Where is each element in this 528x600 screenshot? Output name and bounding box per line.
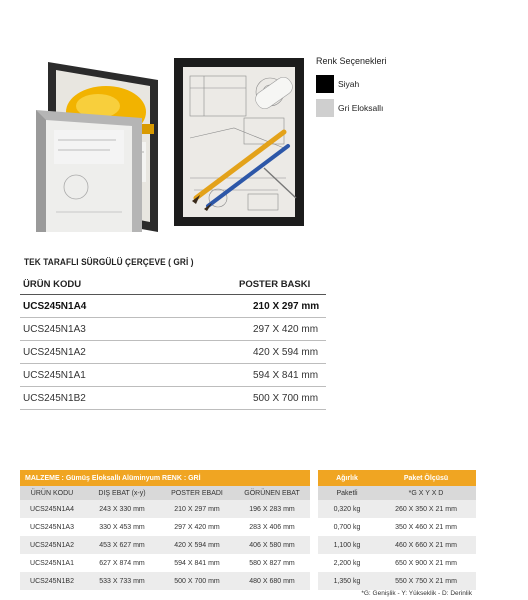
color-option-label: Gri Eloksallı [338, 103, 384, 113]
color-swatch-grey [316, 99, 334, 117]
poster-size-cell: 500 X 700 mm [253, 392, 319, 404]
visible-size-cell: 283 X 406 mm [249, 523, 295, 531]
visible-size-cell: 406 X 580 mm [249, 541, 295, 549]
column-header-outer-size: DIŞ EBAT (x-y) [98, 489, 146, 497]
table-row [20, 295, 326, 318]
table-row [318, 500, 476, 518]
poster-size-cell: 420 X 594 mm [174, 541, 220, 549]
visible-size-cell: 480 X 680 mm [249, 577, 295, 585]
column-header-package-size: Paket Ölçüsü [403, 474, 449, 482]
package-size-cell: 460 X 660 X 21 mm [395, 541, 457, 549]
visible-size-cell: 196 X 283 mm [249, 505, 295, 513]
column-header-weight: Ağırlık [336, 474, 358, 482]
table-row [318, 572, 476, 590]
weight-cell: 2,200 kg [333, 559, 361, 567]
package-size-cell: 550 X 750 X 21 mm [395, 577, 457, 585]
weight-cell: 0,320 kg [333, 505, 361, 513]
poster-size-cell: 297 X 420 mm [253, 323, 319, 335]
subheader-packed: Paketli [336, 489, 358, 497]
poster-size-cell: 210 X 297 mm [174, 505, 220, 513]
product-code-cell: UCS245N1A2 [30, 541, 74, 549]
subheader-dimensions: *G X Y X D [408, 489, 444, 497]
package-size-cell: 260 X 350 X 21 mm [395, 505, 457, 513]
weight-cell: 1,350 kg [333, 577, 361, 585]
product-code-cell: UCS245N1A3 [23, 323, 86, 335]
table-row [20, 387, 326, 410]
color-swatch-black [316, 75, 334, 93]
material-banner: MALZEME : Gümüş Eloksallı Alüminyum RENK : GRİ [20, 470, 310, 486]
column-header-visible-size: GÖRÜNEN EBAT [244, 489, 300, 497]
product-photo-frame-black [174, 58, 304, 226]
table-row [318, 554, 476, 572]
table-row [318, 536, 476, 554]
outer-size-cell: 243 X 330 mm [99, 505, 145, 513]
table-row [20, 318, 326, 341]
poster-size-cell: 297 X 420 mm [174, 523, 220, 531]
table-row [20, 572, 310, 590]
weight-cell: 0,700 kg [333, 523, 361, 531]
poster-size-cell: 500 X 700 mm [174, 577, 220, 585]
product-title: TEK TARAFLI SÜRGÜLÜ ÇERÇEVE ( GRİ ) [24, 257, 194, 267]
package-table-banner [318, 470, 476, 486]
product-code-cell: UCS245N1A4 [30, 505, 74, 513]
package-table [318, 470, 476, 590]
color-option-label: Siyah [338, 79, 360, 89]
color-option-grey [316, 99, 426, 117]
poster-size-cell: 210 X 297 mm [253, 300, 320, 312]
product-code-cell: UCS245N1A2 [23, 346, 86, 358]
column-header-poster: POSTER BASKI [239, 279, 311, 290]
product-code-cell: UCS245N1A4 [23, 300, 87, 312]
specification-table [20, 470, 310, 590]
outer-size-cell: 330 X 453 mm [99, 523, 145, 531]
table-row [20, 518, 310, 536]
weight-cell: 1,100 kg [333, 541, 361, 549]
product-code-cell: UCS245N1A1 [30, 559, 74, 567]
poster-size-cell: 594 X 841 mm [253, 369, 319, 381]
table-header [20, 275, 326, 295]
poster-size-cell: 594 X 841 mm [174, 559, 220, 567]
color-option-black [316, 75, 426, 93]
product-code-cell: UCS245N1A1 [23, 369, 86, 381]
product-code-cell: UCS245N1A3 [30, 523, 74, 531]
poster-size-cell: 420 X 594 mm [253, 346, 319, 358]
outer-size-cell: 533 X 733 mm [99, 577, 145, 585]
package-size-cell: 350 X 460 X 21 mm [395, 523, 457, 531]
footnote: *G: Genişlik - Y: Yükseklik - D: Derinlik [361, 590, 472, 597]
column-header-product-code: ÜRÜN KODU [30, 489, 74, 497]
color-options-title: Renk Seçenekleri [316, 56, 387, 66]
package-table-body [318, 500, 476, 590]
visible-size-cell: 580 X 827 mm [249, 559, 295, 567]
column-header-poster-size: POSTER EBADI [171, 489, 223, 497]
table-row [20, 364, 326, 387]
spec-table-body [20, 500, 310, 590]
table-row [20, 500, 310, 518]
outer-size-cell: 627 X 874 mm [99, 559, 145, 567]
product-code-table [20, 275, 326, 410]
table-row [318, 518, 476, 536]
column-header-product-code: ÜRÜN KODU [23, 279, 82, 290]
table-row [20, 554, 310, 572]
spec-table-header [20, 486, 310, 500]
outer-size-cell: 453 X 627 mm [99, 541, 145, 549]
table-row [20, 341, 326, 364]
package-table-subheader [318, 486, 476, 500]
table-row [20, 536, 310, 554]
package-size-cell: 650 X 900 X 21 mm [395, 559, 457, 567]
product-code-cell: UCS245N1B2 [23, 392, 86, 404]
product-photo-frame-angled [36, 62, 158, 232]
color-options [316, 56, 426, 123]
product-code-cell: UCS245N1B2 [30, 577, 74, 585]
